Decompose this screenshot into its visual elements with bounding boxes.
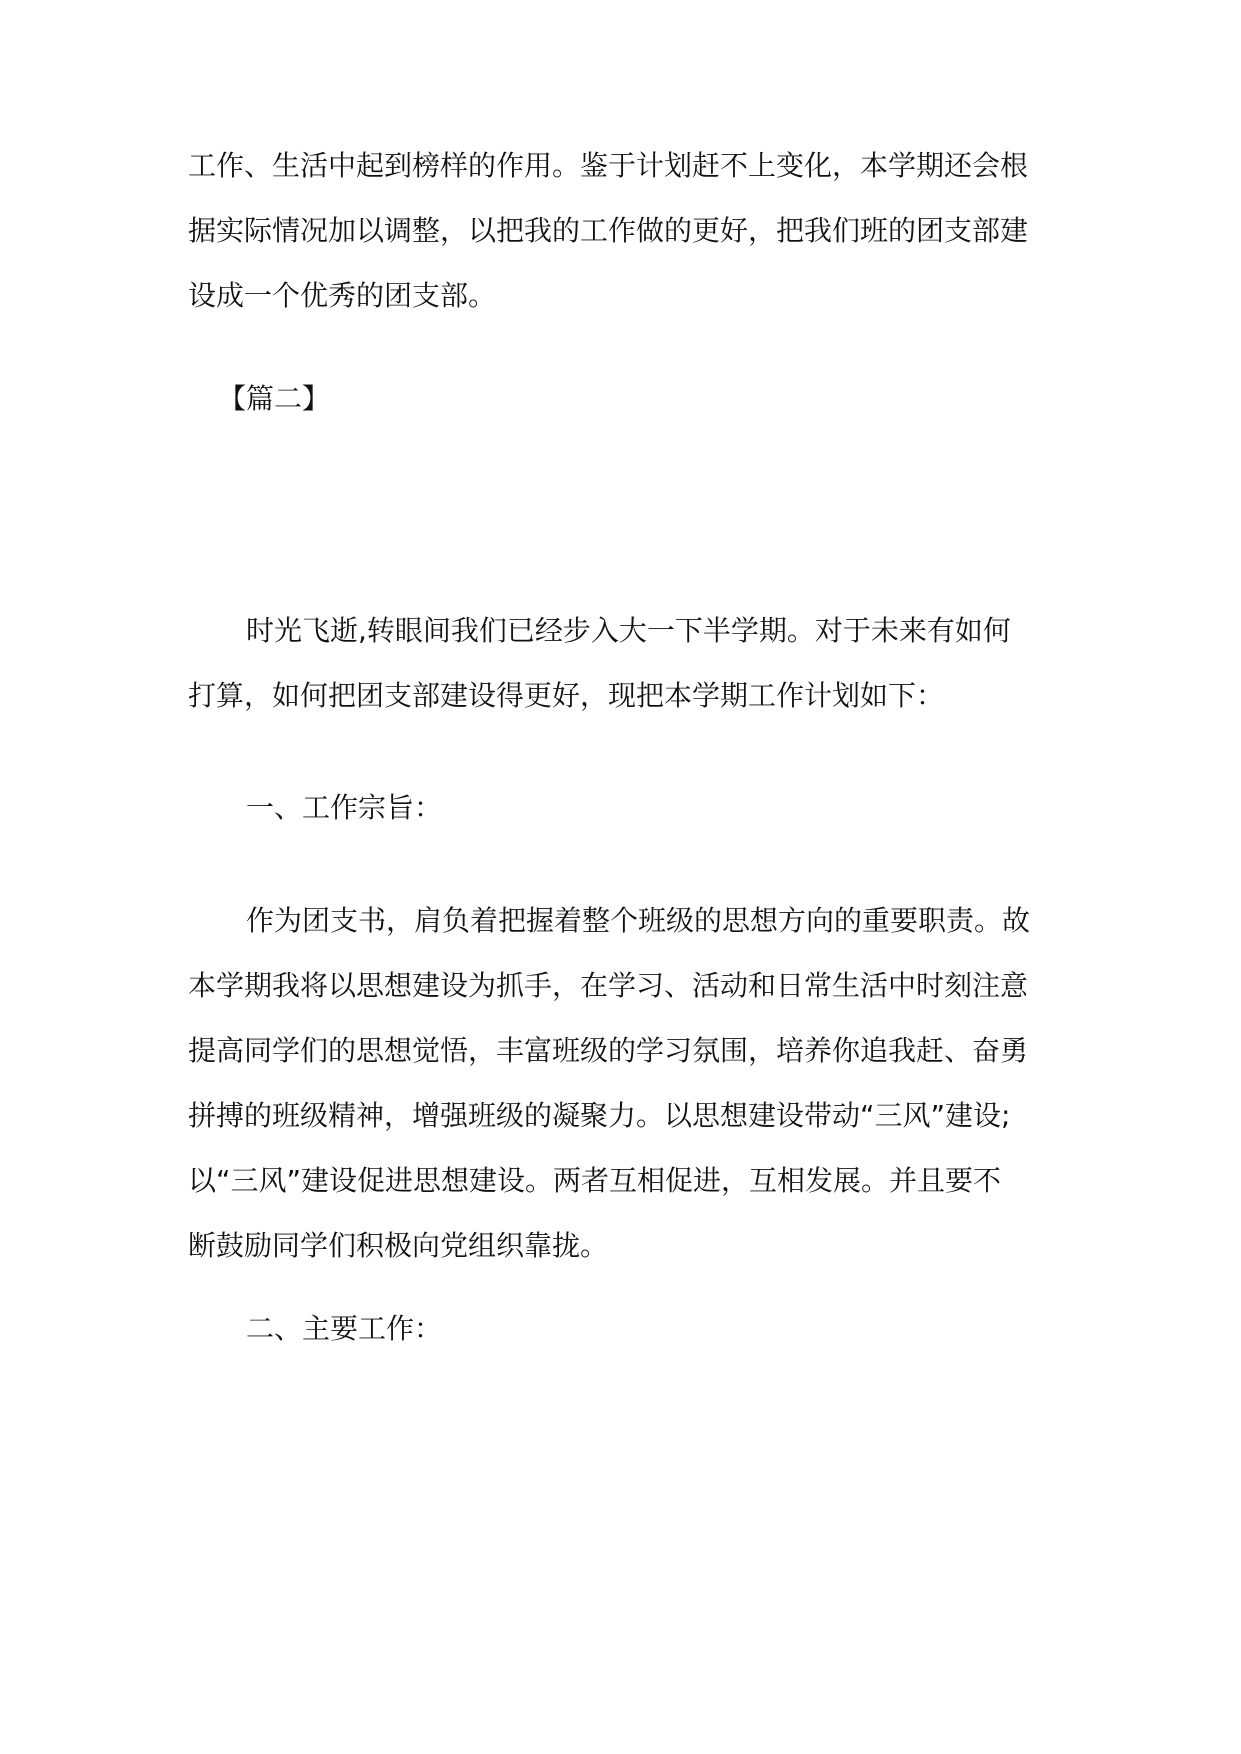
paragraph-line: 工作、生活中起到榜样的作用。鉴于计划赶不上变化，本学期还会根	[188, 149, 1029, 182]
heading-main-work: 二、主要工作：	[246, 1312, 443, 1345]
paragraph-intro	[188, 598, 1058, 728]
paragraph-work-purpose	[188, 888, 1058, 1278]
paragraph-line: 提高同学们的思想觉悟，丰富班级的学习氛围，培养你追我赶、奋勇	[188, 1034, 1029, 1067]
paragraph-line: 以“三风”建设促进思想建设。两者互相促进，互相发展。并且要不	[188, 1164, 1002, 1197]
paragraph-continuation	[188, 133, 1058, 328]
paragraph-line: 设成一个优秀的团支部。	[188, 279, 497, 312]
paragraph-line: 拼搏的班级精神，增强班级的凝聚力。以思想建设带动“三风”建设;	[188, 1099, 1011, 1132]
paragraph-line: 断鼓励同学们积极向党组织靠拢。	[188, 1229, 609, 1262]
paragraph-line: 打算，如何把团支部建设得更好，现把本学期工作计划如下：	[188, 679, 945, 712]
paragraph-line: 据实际情况加以调整，以把我的工作做的更好，把我们班的团支部建	[188, 214, 1029, 247]
heading-work-purpose: 一、工作宗旨：	[246, 791, 443, 824]
paragraph-line: 时光飞逝,转眼间我们已经步入大一下半学期。对于未来有如何	[246, 614, 1011, 647]
section-title: 【篇二】	[218, 382, 331, 415]
paragraph-line: 作为团支书，肩负着把握着整个班级的思想方向的重要职责。故	[246, 904, 1031, 937]
paragraph-line: 本学期我将以思想建设为抓手，在学习、活动和日常生活中时刻注意	[188, 969, 1029, 1002]
